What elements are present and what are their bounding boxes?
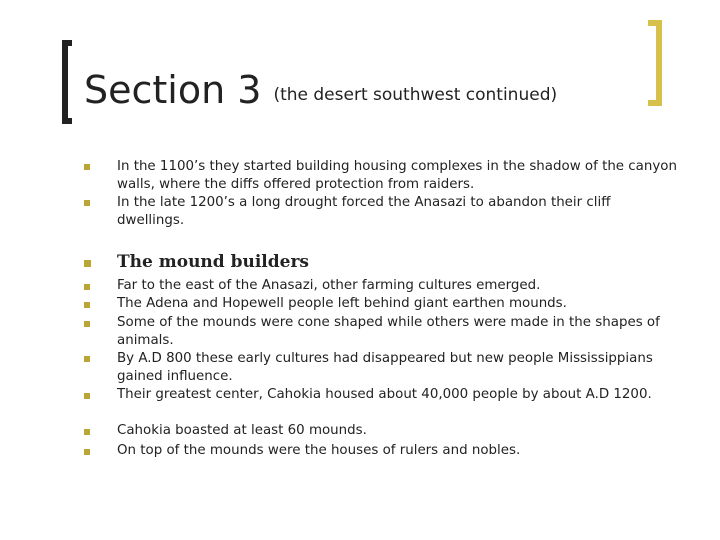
bullet-text: Cahokia boasted at least 60 mounds. xyxy=(117,423,367,438)
title-main: Section 3 xyxy=(84,68,262,112)
bullet-marker xyxy=(84,260,91,267)
bullet-marker xyxy=(84,321,90,327)
bullet-marker xyxy=(84,449,90,455)
bullet-marker xyxy=(84,356,90,362)
bullet-text: Far to the east of the Anasazi, other farming cultures emerged. xyxy=(117,278,541,293)
bullet-marker xyxy=(84,200,90,206)
bullet-text: In the late 1200’s a long drought forced the Anasazi to abandon their cliff dwellings. xyxy=(117,195,611,228)
bullet-text: By A.D 800 these early cultures had disappeared but new people Mississippians gained influence. xyxy=(117,351,653,384)
title-subtitle: (the desert southwest continued) xyxy=(273,85,558,105)
section-heading: The mound builders xyxy=(117,252,309,272)
bullet-marker xyxy=(84,429,90,435)
bullet-text: Some of the mounds were cone shaped while others were made in the shapes of animals. xyxy=(117,315,660,348)
bullet-marker xyxy=(84,302,90,308)
left-bracket xyxy=(62,40,72,124)
bullet-marker xyxy=(84,393,90,399)
bullet-marker xyxy=(84,284,90,290)
right-bracket xyxy=(648,20,662,106)
slide-title xyxy=(84,68,557,112)
bullet-text: In the 1100’s they started building housing complexes in the shadow of the canyon walls, where the diffs offered protection from raiders. xyxy=(117,159,677,192)
bullet-text: Their greatest center, Cahokia housed about 40,000 people by about A.D 1200. xyxy=(117,387,652,402)
bullet-text: The Adena and Hopewell people left behind giant earthen mounds. xyxy=(117,296,567,311)
bullet-text: On top of the mounds were the houses of rulers and nobles. xyxy=(117,443,521,458)
bullet-marker xyxy=(84,164,90,170)
